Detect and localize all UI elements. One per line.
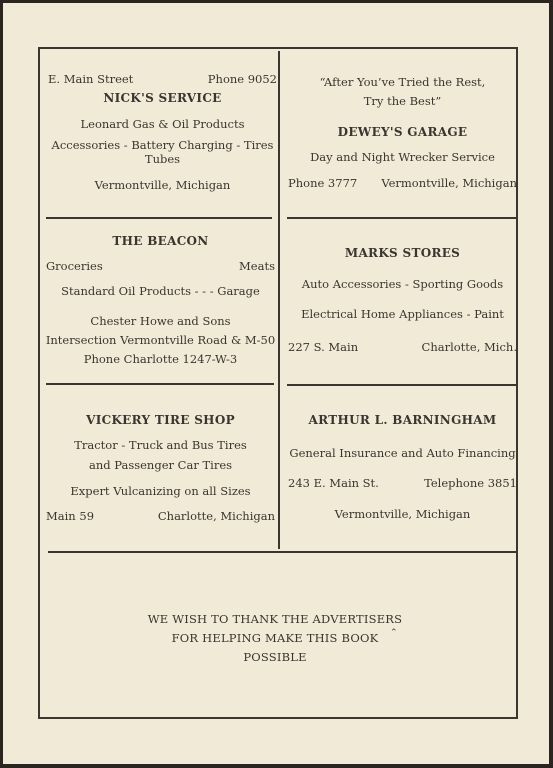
- beacon-row: [46, 259, 275, 273]
- vickery-footer-row: [46, 509, 275, 523]
- vickery-line1: Tractor - Truck and Bus Tires: [74, 438, 247, 452]
- nicks-name: NICK'S SERVICE: [103, 91, 222, 105]
- pencil-mark-icon: ⌃: [390, 628, 398, 638]
- barningham-name: ARTHUR L. BARNINGHAM: [308, 413, 497, 427]
- beacon-line2: Chester Howe and Sons: [90, 314, 231, 328]
- beacon-line1: Standard Oil Products - - - Garage: [61, 284, 260, 298]
- deweys-footer-row: [288, 176, 517, 190]
- nicks-line3: Tubes: [144, 152, 181, 166]
- column-divider: [278, 51, 280, 549]
- beacon-line4: Phone Charlotte 1247-W-3: [83, 352, 238, 366]
- nicks-address: E. Main Street: [48, 72, 134, 86]
- barningham-footer-row: [288, 476, 517, 490]
- divider-right-2: [287, 384, 517, 386]
- deweys-name: DEWEY'S GARAGE: [337, 125, 468, 139]
- beacon-meats: Meats: [239, 259, 275, 273]
- divider-full: [48, 551, 516, 553]
- barningham-city: Vermontville, Michigan: [334, 507, 471, 521]
- marks-line2: Electrical Home Appliances - Paint: [301, 307, 504, 321]
- vickery-city: Charlotte, Michigan: [157, 509, 275, 523]
- beacon-name: THE BEACON: [112, 234, 209, 248]
- thanks-line-2: FOR HELPING MAKE THIS BOOK: [171, 631, 379, 645]
- vickery-line3: Expert Vulcanizing on all Sizes: [70, 484, 251, 498]
- vickery-address: Main 59: [46, 509, 95, 523]
- marks-city: Charlotte, Mich.: [421, 340, 517, 354]
- marks-name: MARKS STORES: [344, 246, 461, 260]
- deweys-city: Vermontville, Michigan: [381, 176, 517, 190]
- beacon-groceries: Groceries: [46, 259, 103, 273]
- thanks-line-1: WE WISH TO THANK THE ADVERTISERS: [147, 612, 403, 626]
- barningham-phone: Telephone 3851: [424, 476, 517, 490]
- vickery-line2: and Passenger Car Tires: [88, 458, 233, 472]
- divider-left-1: [46, 217, 272, 219]
- deweys-slogan-2: Try the Best”: [363, 94, 442, 108]
- marks-footer-row: [288, 340, 517, 354]
- divider-right-1: [287, 217, 517, 219]
- barningham-address: 243 E. Main St.: [288, 476, 379, 490]
- deweys-phone: Phone 3777: [288, 176, 358, 190]
- vickery-name: VICKERY TIRE SHOP: [86, 413, 235, 427]
- nicks-line1: Leonard Gas & Oil Products: [80, 117, 245, 131]
- barningham-line1: General Insurance and Auto Financing: [289, 446, 516, 460]
- nicks-phone: Phone 9052: [207, 72, 277, 86]
- deweys-line1: Day and Night Wrecker Service: [310, 150, 495, 164]
- divider-left-2: [46, 383, 274, 385]
- nicks-header-row: [48, 72, 277, 86]
- thanks-line-3: POSSIBLE: [243, 650, 307, 664]
- deweys-slogan-1: “After You’ve Tried the Rest,: [319, 75, 486, 89]
- beacon-line3: Intersection Vermontville Road & M-50: [45, 333, 276, 347]
- marks-address: 227 S. Main: [288, 340, 359, 354]
- nicks-city: Vermontville, Michigan: [94, 178, 231, 192]
- marks-line1: Auto Accessories - Sporting Goods: [301, 277, 504, 291]
- nicks-line2: Accessories - Battery Charging - Tires: [51, 138, 274, 152]
